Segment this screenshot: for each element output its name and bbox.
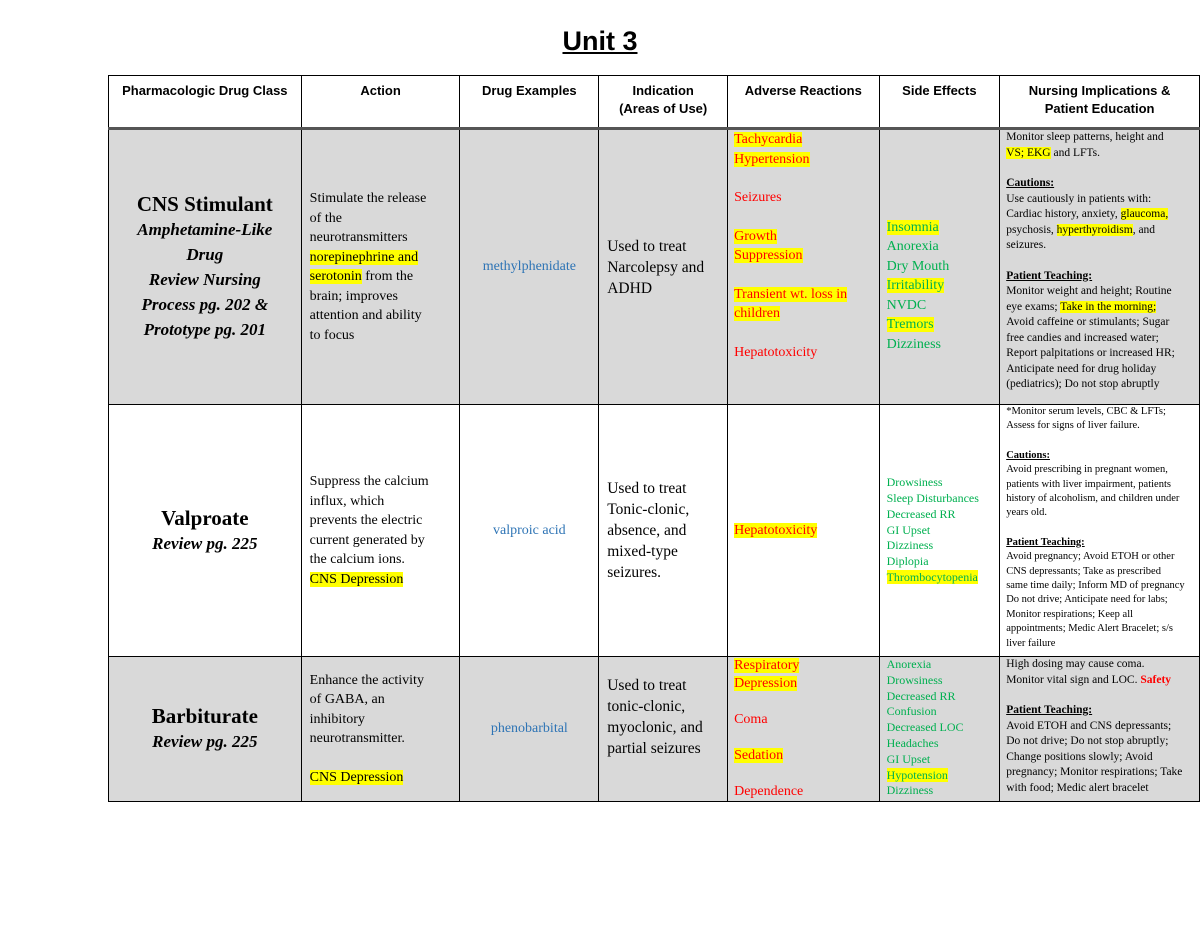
header-drug-examples: Drug Examples xyxy=(460,76,599,129)
header-indication: Indication (Areas of Use) xyxy=(599,76,728,129)
table-row xyxy=(109,129,1200,405)
drug-class-cell: Barbiturate Review pg. 225 xyxy=(109,657,302,802)
table-row xyxy=(109,405,1200,657)
drug-table xyxy=(108,75,1200,802)
nursing-cell: *Monitor serum levels, CBC & LFTs; Assess for signs of liver failure. Cautions: Avoid prescribing in pregnant women, patients with liver impairment, patients history of alcoholism, and children under years old. Patient Teaching: Avoid pregnancy; Avoid ETOH or other CNS depressants; Take as prescribed same time daily; Inform MD of pregnancy Do not drive; Anticipate need for labs; Monitor respirations; Keep all appointments; Medic Alert Bracelet; s/s liver failure xyxy=(1000,405,1200,657)
header-action: Action xyxy=(301,76,460,129)
drug-class-cell: Valproate Review pg. 225 xyxy=(109,405,302,657)
header-side-effects: Side Effects xyxy=(879,76,1000,129)
drug-example-cell: phenobarbital xyxy=(460,657,599,802)
action-cell: Enhance the activity of GABA, an inhibitory neurotransmitter. CNS Depression xyxy=(301,657,460,802)
drug-example-cell: methylphenidate xyxy=(460,129,599,405)
adverse-reactions-cell: Tachycardia Hypertension Seizures Growth Suppression Transient wt. loss in children Hepatotoxicity xyxy=(728,129,879,405)
header-adverse-reactions: Adverse Reactions xyxy=(728,76,879,129)
drug-example-cell: valproic acid xyxy=(460,405,599,657)
page-title: Unit 3 xyxy=(562,26,638,56)
side-effects-cell: Insomnia Anorexia Dry Mouth Irritability NVDC Tremors Dizziness xyxy=(879,129,1000,405)
drug-class-cell: CNS Stimulant Amphetamine-Like Drug Review Nursing Process pg. 202 & Prototype pg. 201 xyxy=(109,129,302,405)
side-effects-cell: Drowsiness Sleep Disturbances Decreased RR GI Upset Dizziness Diplopia Thrombocytopenia xyxy=(879,405,1000,657)
adverse-reactions-cell: Respiratory Depression Coma Sedation Dependence xyxy=(728,657,879,802)
table-row xyxy=(109,657,1200,802)
nursing-cell: Monitor sleep patterns, height and VS; EKG and LFTs. Cautions: Use cautiously in patients with: Cardiac history, anxiety, glaucoma, psychosis, hyperthyroidism, and seizures. Patient Teaching: Monitor weight and height; Routine eye exams; Take in the morning; Avoid caffeine or stimulants; Sugar free candies and increased water; Report palpitations or increased HR; Anticipate need for drug holiday (pediatrics); Do not stop abruptly xyxy=(1000,129,1200,405)
action-cell: Suppress the calcium influx, which prevents the electric current generated by the calcium ions. CNS Depression xyxy=(301,405,460,657)
adverse-reactions-cell: Hepatotoxicity xyxy=(728,405,879,657)
header-drug-class: Pharmacologic Drug Class xyxy=(109,76,302,129)
indication-cell: Used to treat Narcolepsy and ADHD xyxy=(599,129,728,405)
table-header-row xyxy=(109,76,1200,129)
nursing-cell: High dosing may cause coma. Monitor vital sign and LOC. Safety Patient Teaching: Avoid ETOH and CNS depressants; Do not drive; Do not stop abruptly; Change positions slowly; Avoid pregnancy; Monitor respirations; Take with food; Medic alert bracelet xyxy=(1000,657,1200,802)
indication-cell: Used to treat tonic-clonic, myoclonic, and partial seizures xyxy=(599,657,728,802)
header-nursing: Nursing Implications & Patient Education xyxy=(1000,76,1200,129)
indication-cell: Used to treat Tonic-clonic, absence, and mixed-type seizures. xyxy=(599,405,728,657)
side-effects-cell: Anorexia Drowsiness Decreased RR Confusion Decreased LOC Headaches GI Upset Hypotension Dizziness xyxy=(879,657,1000,802)
action-cell: Stimulate the release of the neurotransmitters norepinephrine and serotonin from the brain; improves attention and ability to focus xyxy=(301,129,460,405)
